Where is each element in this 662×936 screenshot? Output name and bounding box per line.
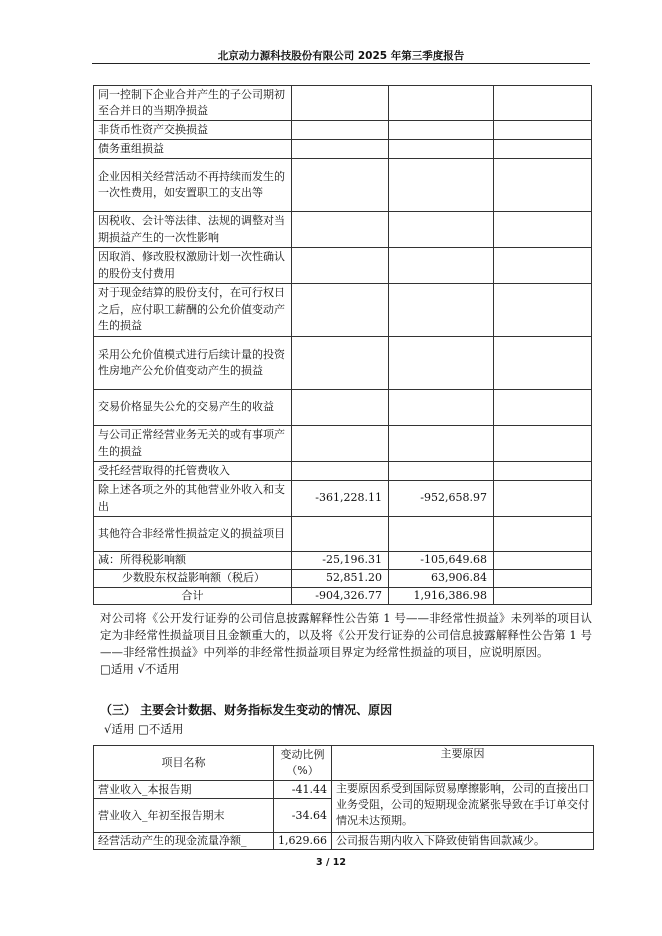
row-ytd	[389, 517, 494, 552]
explanation-note	[100, 610, 592, 678]
row-item: 少数股东权益影响额（税后）	[94, 570, 292, 588]
row-current	[292, 159, 389, 212]
row-item: 受托经营取得的托管费收入	[94, 462, 292, 481]
row-current	[292, 426, 389, 462]
row-ytd	[389, 212, 494, 248]
table-row	[94, 570, 592, 588]
table-row	[94, 833, 594, 850]
row-current	[292, 140, 389, 159]
table-row	[94, 552, 592, 570]
row-ytd	[389, 284, 494, 337]
row-note	[494, 284, 592, 337]
row-current	[292, 86, 389, 121]
row-ytd	[389, 426, 494, 462]
row-item: 除上述各项之外的其他营业外收入和支出	[94, 481, 292, 517]
row-ytd	[389, 390, 494, 426]
row-ytd: 63,906.84	[389, 570, 494, 588]
row-note	[494, 462, 592, 481]
table-row	[94, 140, 592, 159]
table-row	[94, 284, 592, 337]
table-row	[94, 426, 592, 462]
non-recurring-items-table	[93, 85, 592, 605]
table-row	[94, 587, 592, 605]
row-item: 债务重组损益	[94, 140, 292, 159]
row-ytd	[389, 159, 494, 212]
row-note	[494, 570, 592, 588]
note-text: 对公司将《公开发行证券的公司信息披露解释性公告第 1 号——非经常性损益》未列举的项目认定为非经常性损益项目且金额重大的，以及将《公开发行证券的公司信息披露解释性公告第 1 号——非经常性损益》中列举的非经常性损益项目界定为经常性损益的项目，应说明原因。	[100, 611, 592, 659]
row-note	[494, 86, 592, 121]
row-ratio: -41.44	[274, 781, 332, 799]
change-reasons-table	[93, 745, 594, 850]
row-ytd	[389, 337, 494, 390]
row-current	[292, 337, 389, 390]
header-ratio: 变动比例（%）	[274, 746, 332, 781]
row-current	[292, 390, 389, 426]
table-row	[94, 121, 592, 140]
row-note	[494, 159, 592, 212]
row-ytd	[389, 140, 494, 159]
row-ytd: -952,658.97	[389, 481, 494, 517]
row-ytd	[389, 86, 494, 121]
table-row	[94, 517, 592, 552]
section-title: （三） 主要会计数据、财务指标发生变动的情况、原因	[100, 703, 393, 717]
row-current	[292, 462, 389, 481]
row-reason: 主要原因系受到国际贸易摩擦影响，公司的直接出口业务受阻，公司的短期现金流紧张导致在手订单交付情况未达预期。	[331, 781, 593, 833]
row-note	[494, 426, 592, 462]
row-note	[494, 248, 592, 284]
table-row	[94, 86, 592, 121]
row-item: 交易价格显失公允的交易产生的收益	[94, 390, 292, 426]
row-current: 52,851.20	[292, 570, 389, 588]
row-current	[292, 212, 389, 248]
row-note	[494, 140, 592, 159]
row-item: 采用公允价值模式进行后续计量的投资性房地产公允价值变动产生的损益	[94, 337, 292, 390]
row-current: -904,326.77	[292, 587, 389, 605]
row-current	[292, 517, 389, 552]
row-current	[292, 248, 389, 284]
section-applicable: √适用 □不适用	[104, 722, 184, 736]
row-item: 因取消、修改股权激励计划一次性确认的股份支付费用	[94, 248, 292, 284]
page-number: 3 / 12	[316, 857, 346, 868]
row-note	[494, 552, 592, 570]
row-current	[292, 284, 389, 337]
row-ratio: 1,629.66	[274, 833, 332, 850]
row-note	[494, 337, 592, 390]
row-item: 因税收、会计等法律、法规的调整对当期损益产生的一次性影响	[94, 212, 292, 248]
report-header: 北京动力源科技股份有限公司 2025 年第三季度报告	[217, 50, 465, 62]
row-item: 对于现金结算的股份支付，在可行权日之后，应付职工薪酬的公允价值变动产生的损益	[94, 284, 292, 337]
row-current: -361,228.11	[292, 481, 389, 517]
header-name: 项目名称	[94, 746, 274, 781]
row-ytd	[389, 462, 494, 481]
table-header-row	[94, 746, 594, 781]
row-item: 企业因相关经营活动不再持续而发生的一次性费用，如安置职工的支出等	[94, 159, 292, 212]
row-item: 合计	[94, 587, 292, 605]
row-item: 非货币性资产交换损益	[94, 121, 292, 140]
header-reason: 主要原因	[331, 746, 593, 781]
table-row	[94, 481, 592, 517]
table-row	[94, 159, 592, 212]
row-note	[494, 481, 592, 517]
header-rule	[92, 63, 590, 64]
row-note	[494, 121, 592, 140]
row-current	[292, 121, 389, 140]
row-item: 与公司正常经营业务无关的或有事项产生的损益	[94, 426, 292, 462]
row-note	[494, 390, 592, 426]
row-ytd: -105,649.68	[389, 552, 494, 570]
row-reason: 公司报告期内收入下降致使销售回款减少。	[331, 833, 593, 850]
row-current: -25,196.31	[292, 552, 389, 570]
row-note	[494, 212, 592, 248]
row-ytd	[389, 248, 494, 284]
row-note	[494, 517, 592, 552]
table-row	[94, 337, 592, 390]
row-name: 经营活动产生的现金流量净额_	[94, 833, 274, 850]
row-ytd	[389, 121, 494, 140]
row-item: 其他符合非经常性损益定义的损益项目	[94, 517, 292, 552]
table-row	[94, 390, 592, 426]
table-row	[94, 248, 592, 284]
row-ytd: 1,916,386.98	[389, 587, 494, 605]
row-item: 减：所得税影响额	[94, 552, 292, 570]
table-row	[94, 781, 594, 799]
table-row	[94, 462, 592, 481]
row-name: 营业收入_年初至报告期末	[94, 799, 274, 833]
row-name: 营业收入_本报告期	[94, 781, 274, 799]
row-note	[494, 587, 592, 605]
row-ratio: -34.64	[274, 799, 332, 833]
note-applicable: □适用 √不适用	[100, 662, 180, 676]
row-item: 同一控制下企业合并产生的子公司期初至合并日的当期净损益	[94, 86, 292, 121]
table-row	[94, 212, 592, 248]
